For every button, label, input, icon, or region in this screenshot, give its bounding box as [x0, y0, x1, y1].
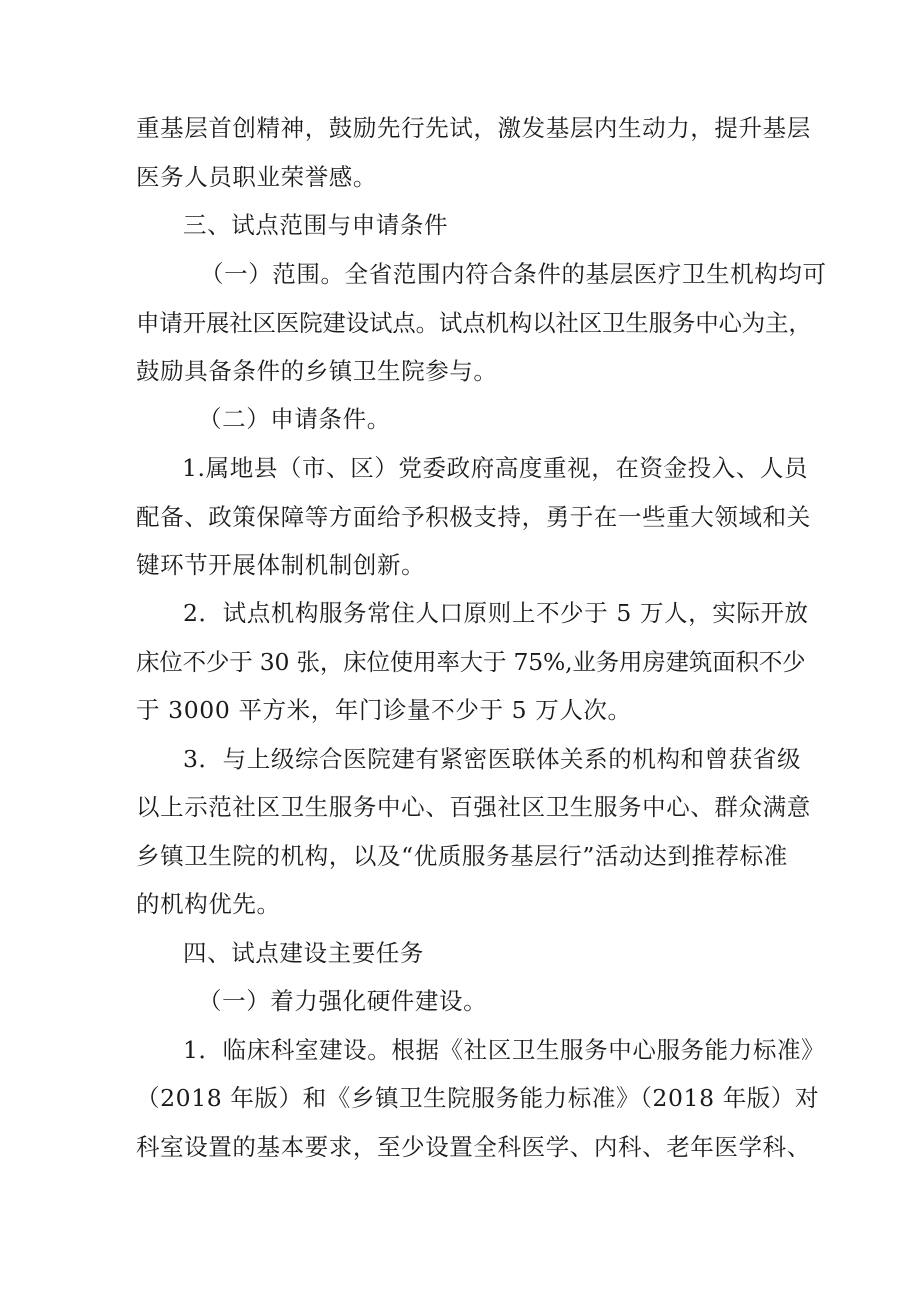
paragraph-line: 以上示范社区卫生服务中心、百强社区卫生服务中心、群众满意 — [136, 793, 811, 821]
paragraph-line: （2018 年版）和《乡镇卫生院服务能力标准》（2018 年版）对 — [136, 1084, 820, 1112]
paragraph-line: 申请开展社区医院建设试点。试点机构以社区卫生服务中心为主， — [136, 309, 812, 337]
subsection-heading: （二）申请条件。 — [198, 405, 391, 433]
paragraph-line: 键环节开展体制机制创新。 — [136, 551, 426, 579]
paragraph-line: （一）范围。全省范围内符合条件的基层医疗卫生机构均可 — [200, 260, 827, 288]
paragraph-line: 配备、政策保障等方面给予积极支持，勇于在一些重大领域和关 — [136, 503, 811, 531]
paragraph-line: 鼓励具备条件的乡镇卫生院参与。 — [136, 357, 498, 385]
paragraph-line: 1．临床科室建设。根据《社区卫生服务中心服务能力标准》 — [183, 1036, 826, 1064]
paragraph-line: 的机构优先。 — [136, 890, 281, 918]
paragraph-line: 1.属地县（市、区）党委政府高度重视，在资金投入、人员 — [182, 454, 809, 482]
paragraph-line: 重基层首创精神，鼓励先行先试，激发基层内生动力，提升基层 — [136, 114, 811, 142]
paragraph-line: 于 3000 平方米，年门诊量不少于 5 万人次。 — [136, 696, 632, 724]
paragraph-line: 科室设置的基本要求，至少设置全科医学、内科、老年医学科、 — [136, 1133, 811, 1161]
subsection-heading: （一）着力强化硬件建设。 — [198, 987, 488, 1015]
paragraph-line: 3．与上级综合医院建有紧密医联体关系的机构和曾获省级 — [183, 745, 802, 773]
section-heading: 四、试点建设主要任务 — [183, 939, 424, 967]
section-heading: 三、试点范围与申请条件 — [183, 211, 449, 239]
paragraph-line: 医务人员职业荣誉感。 — [136, 163, 377, 191]
paragraph-line: 床位不少于 30 张，床位使用率大于 75%,业务用房建筑面积不少 — [136, 648, 806, 676]
paragraph-line: 2．试点机构服务常住人口原则上不少于 5 万人，实际开放 — [183, 599, 809, 627]
paragraph-line: 乡镇卫生院的机构，以及“优质服务基层行”活动达到推荐标准 — [136, 842, 788, 870]
